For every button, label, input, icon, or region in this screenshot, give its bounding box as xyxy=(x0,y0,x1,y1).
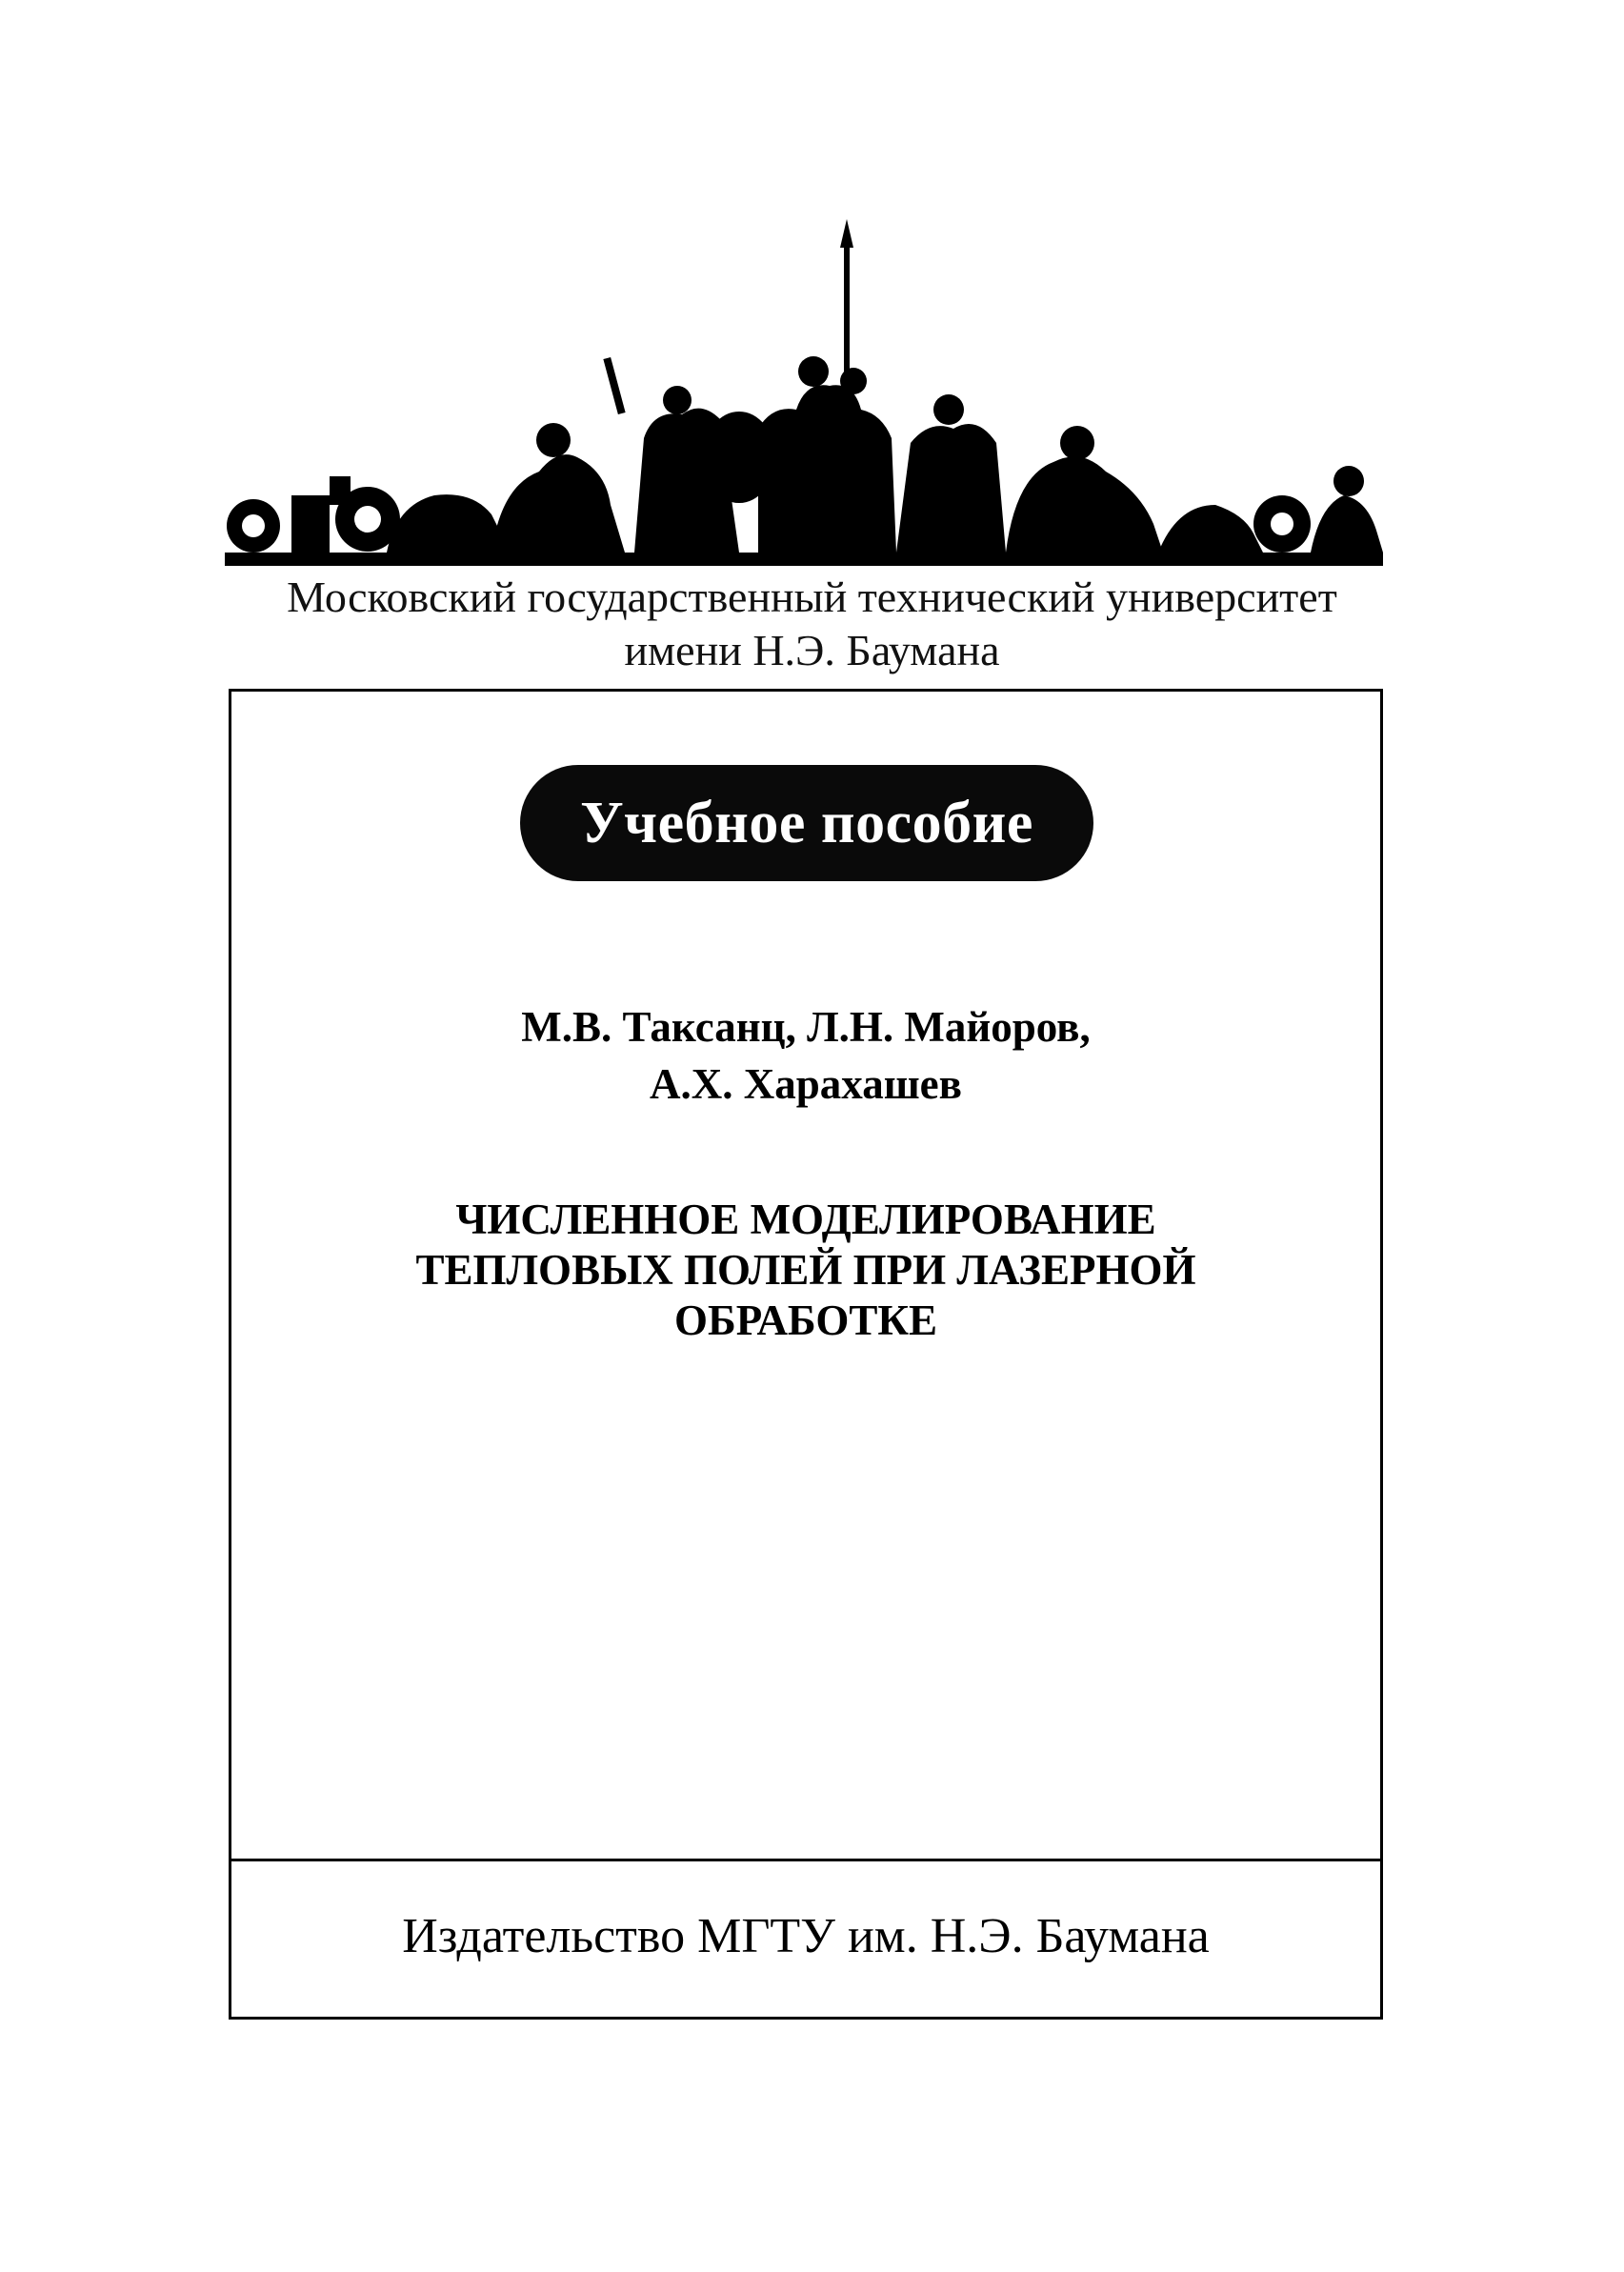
book-title-line3: ОБРАБОТКЕ xyxy=(673,1297,938,1344)
book-title-line2: ТЕПЛОВЫХ ПОЛЕЙ ПРИ ЛАЗЕРНОЙ xyxy=(415,1246,1196,1294)
university-emblem-icon xyxy=(225,219,1383,577)
publisher-name: Издательство МГТУ им. Н.Э. Баумана xyxy=(402,1909,1210,1963)
authors-line2: А.Х. Харахашев xyxy=(650,1060,962,1108)
university-name-line1: Московский государственный технический университет xyxy=(287,573,1337,621)
book-title-line1: ЧИСЛЕННОЕ МОДЕЛИРОВАНИЕ xyxy=(455,1196,1156,1243)
university-name-line2: имени Н.Э. Баумана xyxy=(624,626,1000,674)
footer-divider xyxy=(231,1859,1380,1861)
document-type-badge: Учебное пособие xyxy=(520,765,1093,881)
authors-line1: М.В. Таксанц, Л.Н. Майоров, xyxy=(521,1003,1091,1051)
cover-frame xyxy=(229,689,1383,2020)
